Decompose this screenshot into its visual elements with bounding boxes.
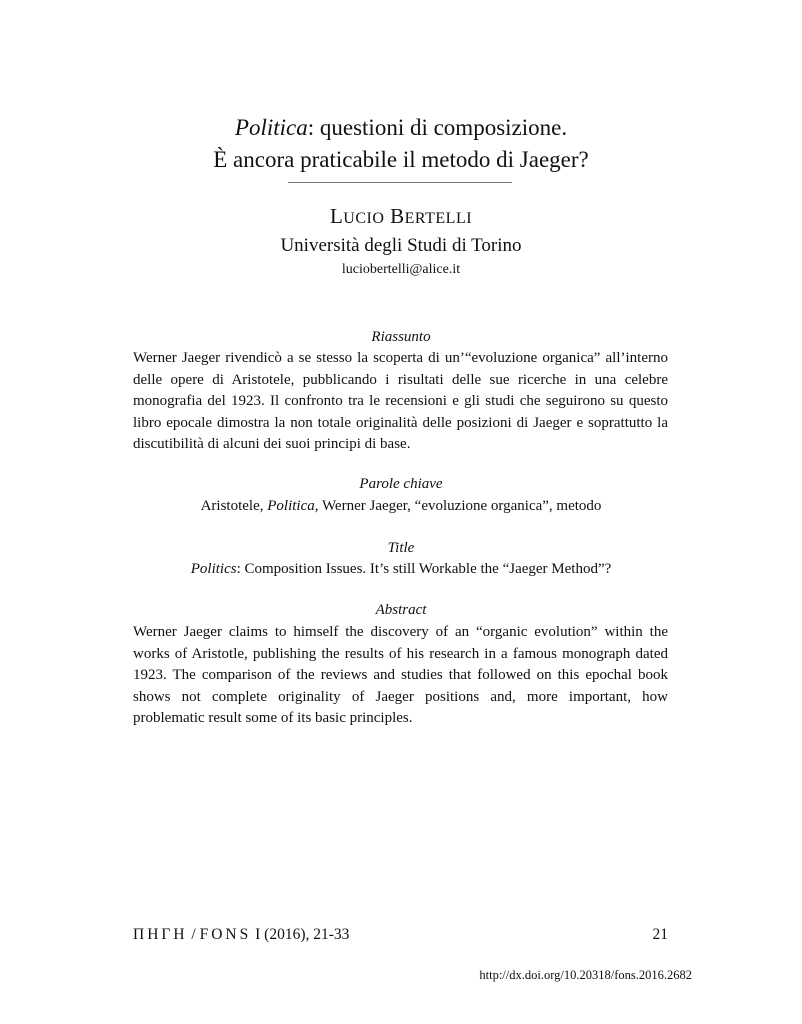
- author-affiliation: Università degli Studi di Torino: [280, 235, 522, 256]
- doi-link[interactable]: http://dx.doi.org/10.20318/fons.2016.2682: [479, 968, 692, 982]
- author-first-initial: L: [329, 204, 344, 228]
- abstract-text: Werner Jaeger claims to himself the discovery of an “organic evolution” within the works of Aristotle, publishing the results of his research in a famous monograph dated 1923. The comparison of the reviews and studies that followed on this epochal book shows not complete originality of Jaeger positions and, more important, how problematic result some of its basic principles.: [133, 624, 668, 727]
- page-number: 21: [652, 926, 668, 943]
- title-divider: [288, 182, 512, 183]
- journal-issue: I (2016), 21-33: [251, 926, 350, 943]
- keywords-rest: , Werner Jaeger, “evoluzione organica”, metodo: [314, 498, 602, 514]
- keywords-heading: Parole chiave: [359, 476, 443, 492]
- author-name: [0, 204, 802, 229]
- english-title-rest: : Composition Issues. It’s still Workable the “Jaeger Method”?: [236, 561, 612, 577]
- journal-citation: [133, 926, 349, 944]
- title-italic: Politica: [234, 115, 308, 140]
- journal-name-greek: ΠΗΓΗ: [133, 926, 188, 943]
- author-last-rest: ERTELLI: [404, 210, 473, 227]
- keywords-line: [0, 498, 802, 515]
- author-email[interactable]: luciobertelli@alice.it: [341, 262, 461, 277]
- riassunto-heading: Riassunto: [371, 329, 431, 345]
- abstract-heading: Abstract: [375, 602, 427, 618]
- journal-name-latin: FONS: [199, 926, 252, 943]
- title-line-1: [0, 112, 802, 144]
- journal-separator: /: [187, 926, 200, 943]
- author-last-initial: B: [390, 204, 405, 228]
- english-title-italic: Politics: [190, 561, 237, 577]
- english-title-line: [0, 561, 802, 578]
- author-first-rest: UCIO: [343, 210, 385, 227]
- title-line-1-rest: : questioni di composizione.: [307, 115, 568, 140]
- keyword-aristotele: Aristotele,: [200, 498, 264, 514]
- paper-title: [0, 112, 802, 176]
- riassunto-text: Werner Jaeger rivendicò a se stesso la scoperta di un’“evoluzione organica” all’interno delle opere di Aristotele, pubblicando i risultati delle sue ricerche in una celebre monografia del 1923. Il confronto tra le recensioni e gli studi che seguirono su questo libro epocale dimostra la non totale originalità delle posizioni di Jaeger e soprattutto la discutibilità di alcuni dei suoi principi di base.: [133, 350, 668, 453]
- keyword-politica: Politica: [267, 498, 315, 514]
- english-title-heading: Title: [387, 540, 415, 556]
- title-line-2: È ancora praticabile il metodo di Jaeger?: [213, 147, 589, 172]
